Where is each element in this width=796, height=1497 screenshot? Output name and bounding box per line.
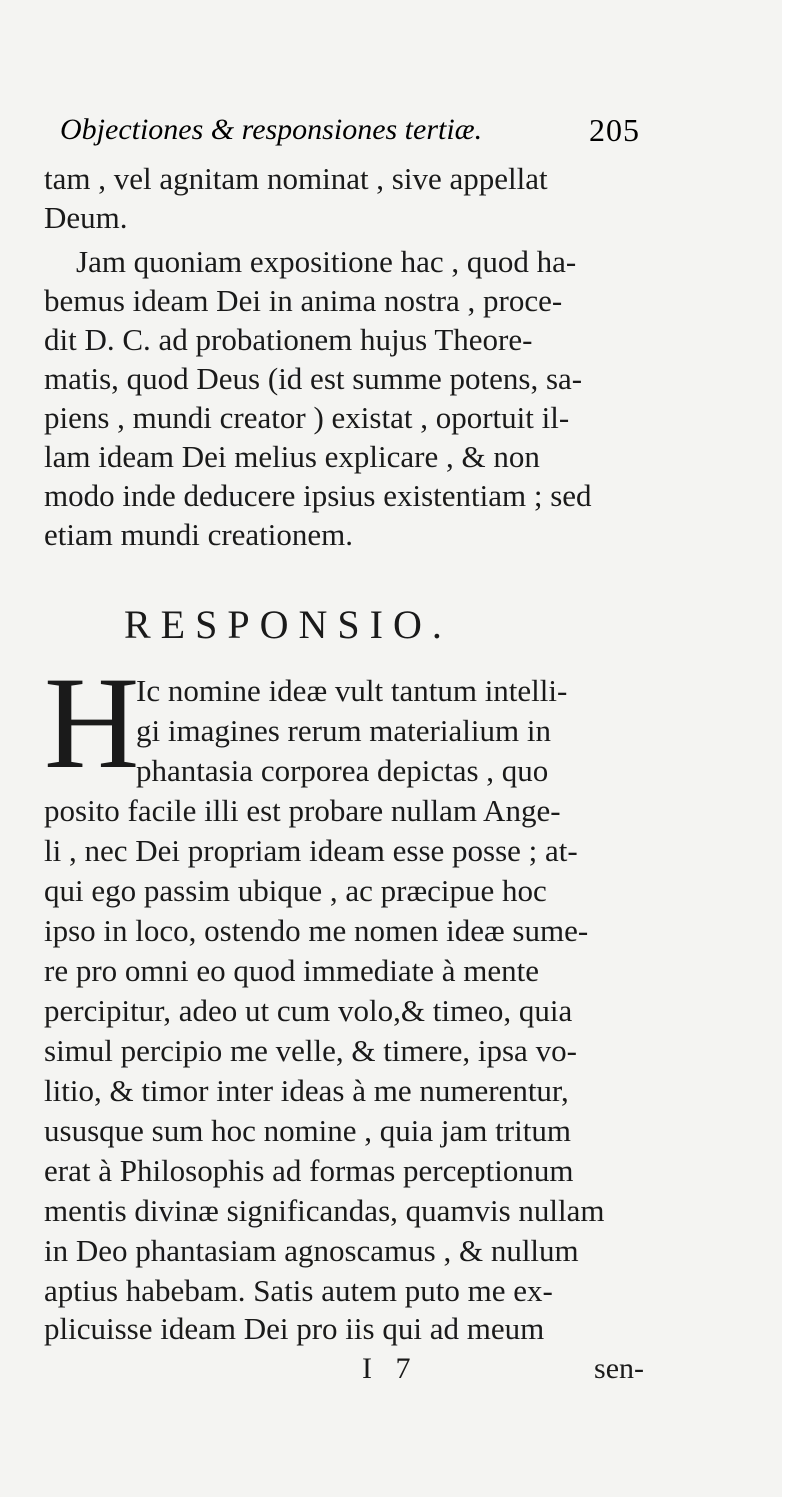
text-line: li , nec Dei propriam ideam esse posse ; at- (44, 833, 578, 868)
text-line: qui ego passim ubique , ac præcipue hoc (44, 873, 547, 908)
text-line: Ic nomine ideæ vult tantum intelli- (136, 673, 568, 708)
catchword: sen- (594, 1352, 644, 1385)
text-line: posito facile illi est probare nullam Ange- (44, 793, 561, 828)
page-header (60, 110, 640, 150)
text-line: simul percipio me velle, & timere, ipsa vo- (44, 1033, 577, 1068)
text-line: dit D. C. ad probationem hujus Theore- (44, 322, 533, 357)
text-line: mentis divinæ significandas, quamvis nullam (44, 1193, 605, 1228)
text-line: ipso in loco, ostendo me nomen ideæ sume- (44, 913, 589, 948)
text-line: in Deo phantasiam agnoscamus , & nullum (44, 1233, 579, 1268)
text-line: re pro omni eo quod immediate à mente (44, 953, 539, 988)
signature-mark: I 7 (362, 1352, 419, 1385)
text-line: etiam mundi creationem. (44, 517, 354, 552)
text-line: Deum. (44, 200, 128, 235)
page-edge (782, 0, 796, 1497)
text-line: lam ideam Dei melius explicare , & non (44, 439, 540, 474)
text-line: matis, quod Deus (id est summe potens, sa- (44, 361, 583, 396)
text-line: litio, & timor inter ideas à me numerentur, (44, 1073, 569, 1108)
running-title: Objectiones & responsiones tertiæ. (60, 113, 483, 146)
text-line: tam , vel agnitam nominat , sive appellat (44, 161, 548, 196)
text-line: plicuisse ideam Dei pro iis qui ad meum (44, 1311, 545, 1346)
text-line: modo inde deducere ipsius existentiam ; sed (44, 478, 592, 513)
text-line: ususque sum hoc nomine , quia jam tritum (44, 1113, 571, 1148)
page-number: 205 (589, 112, 640, 148)
drop-cap: H (44, 649, 140, 796)
text-line: bemus ideam Dei in anima nostra , proce- (44, 283, 563, 318)
text-line: percipitur, adeo ut cum volo,& timeo, quia (44, 993, 573, 1028)
text-line: erat à Philosophis ad formas perceptionum (44, 1153, 574, 1188)
text-line: aptius habebam. Satis autem puto me ex- (44, 1273, 553, 1308)
text-line: gi imagines rerum materialium in (136, 713, 551, 748)
text-line: piens , mundi creator ) existat , oportuit il- (44, 400, 570, 435)
section-heading: RESPONSIO. (124, 602, 452, 647)
text-line: phantasia corporea depictas , quo (136, 753, 549, 788)
page-footer (44, 1350, 644, 1390)
text-line: Jam quoniam expositione hac , quod ha- (76, 244, 577, 279)
